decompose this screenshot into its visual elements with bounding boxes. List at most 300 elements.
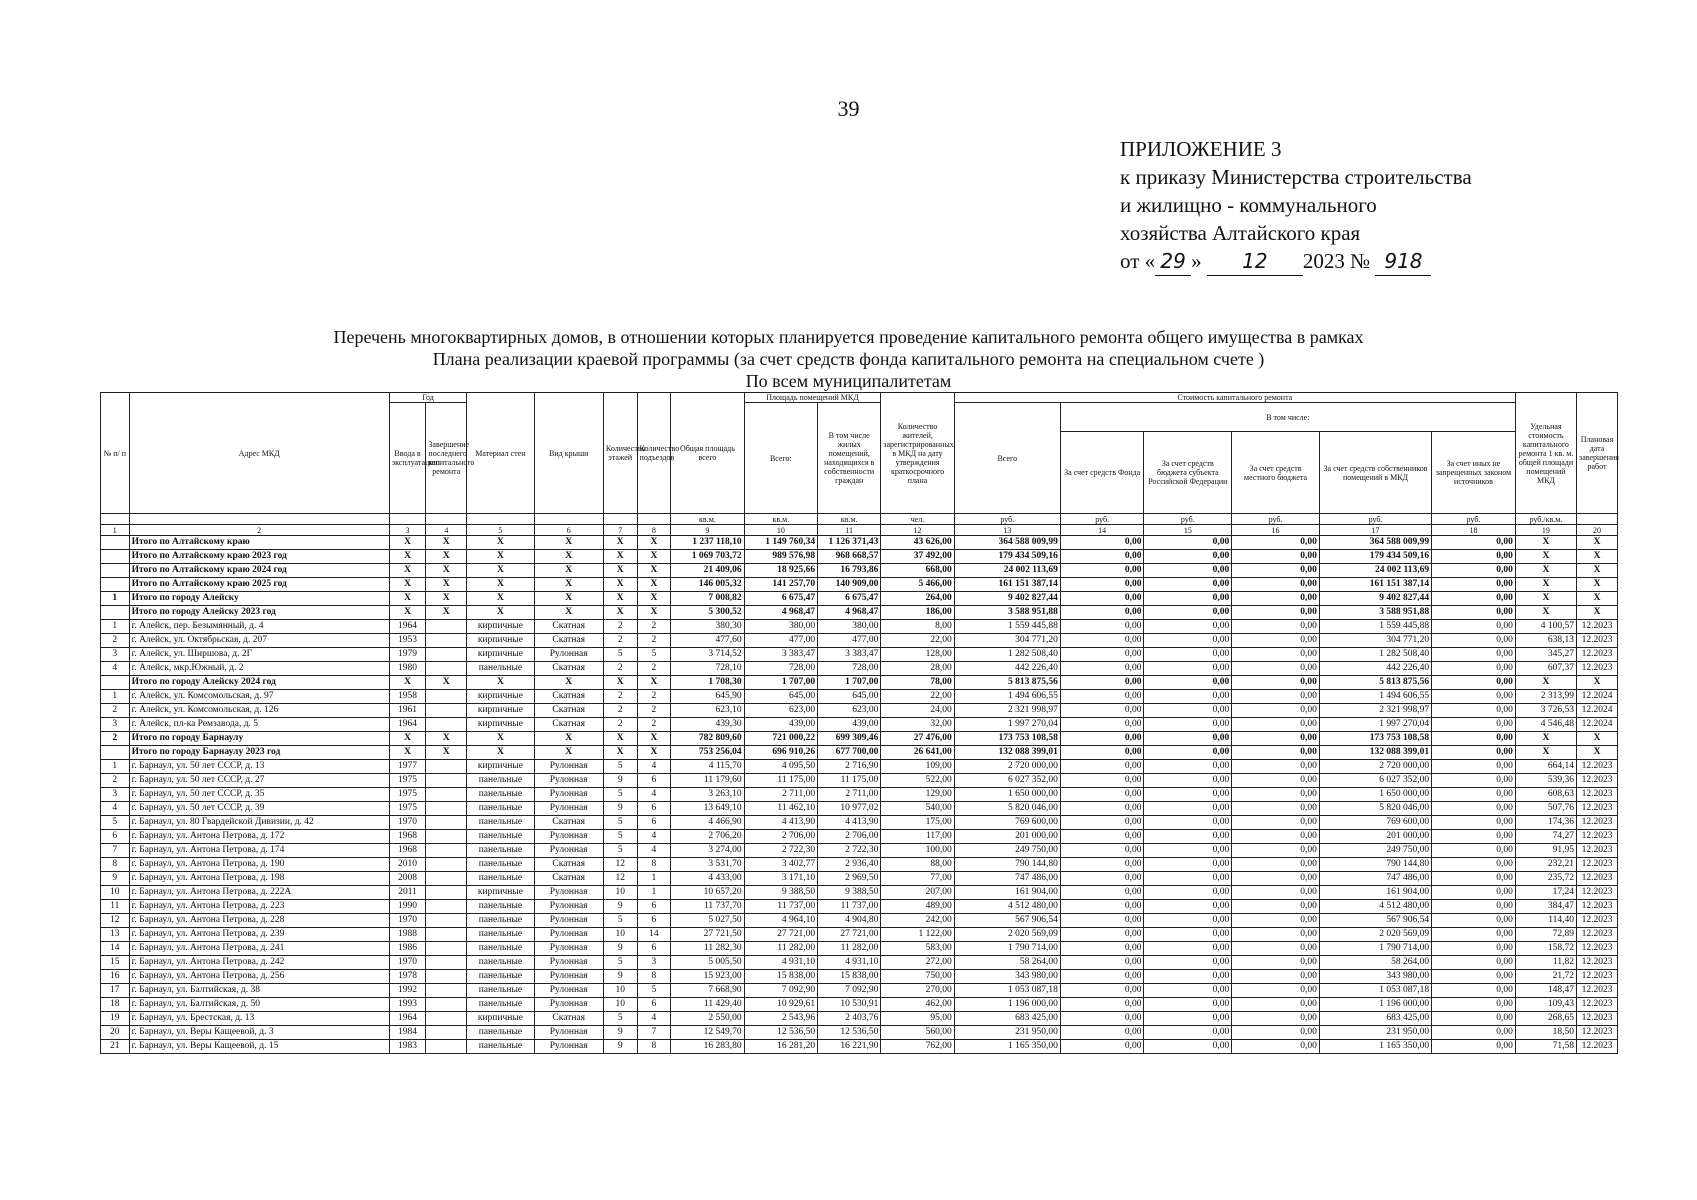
table-cell: 71,58 — [1515, 1040, 1576, 1054]
table-cell: 231 950,00 — [954, 1026, 1060, 1040]
table-cell: 174,36 — [1515, 816, 1576, 830]
unit-cell — [603, 514, 637, 525]
table-cell: 12.2024 — [1577, 690, 1618, 704]
table-cell: X — [426, 564, 467, 578]
table-cell: 0,00 — [1060, 620, 1144, 634]
table-cell: 235,72 — [1515, 872, 1576, 886]
table-cell: 696 910,26 — [744, 746, 817, 760]
header-cost-group: Стоимость капитального ремонта — [954, 393, 1515, 403]
appendix-line: хозяйства Алтайского края — [1120, 221, 1361, 245]
table-cell: кирпичные — [467, 886, 534, 900]
table-cell: 4 512 480,00 — [1319, 900, 1431, 914]
table-cell — [426, 844, 467, 858]
table-cell: 0,00 — [1232, 1012, 1320, 1026]
table-cell: 0,00 — [1060, 942, 1144, 956]
table-cell: 0,00 — [1060, 830, 1144, 844]
table-cell: 747 486,00 — [954, 872, 1060, 886]
table-cell: 231 950,00 — [1319, 1026, 1431, 1040]
table-cell: 12 549,70 — [671, 1026, 744, 1040]
table-cell: 645,00 — [744, 690, 817, 704]
table-cell: г. Барнаул, ул. Антона Петрова, д. 256 — [129, 970, 389, 984]
table-cell: 12.2023 — [1577, 1040, 1618, 1054]
table-cell — [426, 690, 467, 704]
table-cell: 7 092,90 — [744, 984, 817, 998]
table-cell: 0,00 — [1144, 956, 1232, 970]
table-cell: 9 — [603, 942, 637, 956]
table-row — [101, 802, 1618, 816]
column-number: 12 — [881, 525, 954, 536]
table-cell: 88,00 — [881, 858, 954, 872]
table-cell: 173 753 108,58 — [1319, 732, 1431, 746]
table-cell: г. Барнаул, ул. Антона Петрова, д. 242 — [129, 956, 389, 970]
table-cell: 1984 — [389, 1026, 426, 1040]
table-cell: 0,00 — [1432, 900, 1516, 914]
table-cell: 4 964,10 — [744, 914, 817, 928]
table-cell: X — [1515, 606, 1576, 620]
table-cell: 0,00 — [1232, 914, 1320, 928]
table-row — [101, 662, 1618, 676]
table-cell: 13 — [101, 928, 130, 942]
table-cell: 1983 — [389, 1040, 426, 1054]
table-cell: 1 559 445,88 — [954, 620, 1060, 634]
table-cell: Итого по Алтайскому краю — [129, 536, 389, 550]
table-cell: 146 005,32 — [671, 578, 744, 592]
table-cell: 24 002 113,69 — [954, 564, 1060, 578]
table-cell — [426, 956, 467, 970]
table-cell: 9 — [603, 970, 637, 984]
table-cell — [101, 550, 130, 564]
table-cell: 18 — [101, 998, 130, 1012]
unit-cell — [534, 514, 603, 525]
table-cell: 5 — [603, 830, 637, 844]
table-cell: Итого по городу Барнаулу — [129, 732, 389, 746]
table-cell: 0,00 — [1060, 886, 1144, 900]
header-area-all: Всего: — [744, 403, 817, 514]
table-cell: X — [426, 550, 467, 564]
table-cell: 968 668,57 — [818, 550, 881, 564]
table-row — [101, 844, 1618, 858]
table-cell: 0,00 — [1232, 956, 1320, 970]
table-cell: 0,00 — [1432, 788, 1516, 802]
column-number: 14 — [1060, 525, 1144, 536]
table-cell: X — [637, 732, 671, 746]
table-cell: 0,00 — [1060, 1012, 1144, 1026]
table-cell — [101, 564, 130, 578]
table-cell: 12.2023 — [1577, 830, 1618, 844]
table-cell: 0,00 — [1232, 620, 1320, 634]
table-cell: 2 — [603, 690, 637, 704]
table-cell: 20 — [101, 1026, 130, 1040]
table-cell: 1 707,00 — [818, 676, 881, 690]
header-total-area: Общая площадь всего — [671, 393, 744, 514]
table-cell: 4 466,90 — [671, 816, 744, 830]
table-cell: 7 — [637, 1026, 671, 1040]
table-cell: X — [389, 564, 426, 578]
table-cell: панельные — [467, 774, 534, 788]
table-cell: 782 809,60 — [671, 732, 744, 746]
table-cell — [426, 830, 467, 844]
table-cell — [426, 858, 467, 872]
table-cell: Итого по городу Барнаулу 2023 год — [129, 746, 389, 760]
table-cell: 3 383,47 — [818, 648, 881, 662]
table-cell: 201 000,00 — [1319, 830, 1431, 844]
table-cell: 11,82 — [1515, 956, 1576, 970]
table-cell: Скатная — [534, 704, 603, 718]
table-cell: X — [389, 746, 426, 760]
table-cell: X — [1515, 746, 1576, 760]
table-cell: кирпичные — [467, 634, 534, 648]
table-cell: 0,00 — [1232, 662, 1320, 676]
table-cell: 1 282 508,40 — [954, 648, 1060, 662]
table-cell: 1 196 000,00 — [1319, 998, 1431, 1012]
table-cell: 8 — [101, 858, 130, 872]
table-cell: 12.2023 — [1577, 886, 1618, 900]
table-cell: 0,00 — [1232, 1026, 1320, 1040]
table-cell: X — [467, 746, 534, 760]
table-cell: кирпичные — [467, 1012, 534, 1026]
table-cell: 0,00 — [1144, 564, 1232, 578]
table-cell: 769 600,00 — [954, 816, 1060, 830]
table-cell: 2 711,00 — [744, 788, 817, 802]
title-subline: По всем муниципалитетам — [745, 371, 952, 391]
table-cell: Рулонная — [534, 648, 603, 662]
table-cell: 1980 — [389, 662, 426, 676]
table-cell: 380,00 — [818, 620, 881, 634]
table-cell: 4 433,00 — [671, 872, 744, 886]
table-cell: 3 383,47 — [744, 648, 817, 662]
table-cell: 14 — [101, 942, 130, 956]
table-cell: 12.2023 — [1577, 634, 1618, 648]
table-cell: 0,00 — [1144, 1012, 1232, 1026]
table-cell: 0,00 — [1144, 1040, 1232, 1054]
table-cell: 5 — [603, 1012, 637, 1026]
table-cell: 10 929,61 — [744, 998, 817, 1012]
table-cell: 10 — [603, 984, 637, 998]
table-cell: 3 531,70 — [671, 858, 744, 872]
table-cell — [426, 886, 467, 900]
table-cell: г. Барнаул, ул. Антона Петрова, д. 172 — [129, 830, 389, 844]
table-cell: 3 274,00 — [671, 844, 744, 858]
table-cell: 380,00 — [744, 620, 817, 634]
table-cell: 0,00 — [1232, 536, 1320, 550]
table-cell: 0,00 — [1144, 984, 1232, 998]
table-cell: 12.2023 — [1577, 900, 1618, 914]
column-number: 6 — [534, 525, 603, 536]
table-cell: 0,00 — [1232, 928, 1320, 942]
table-cell: 0,00 — [1432, 718, 1516, 732]
column-number: 5 — [467, 525, 534, 536]
table-cell: 2 722,30 — [744, 844, 817, 858]
header-roof: Вид крыши — [534, 393, 603, 514]
table-cell: 12.2023 — [1577, 956, 1618, 970]
table-cell: 5 — [603, 648, 637, 662]
table-cell: X — [637, 564, 671, 578]
table-cell: 9 402 827,44 — [1319, 592, 1431, 606]
table-cell: X — [467, 564, 534, 578]
table-cell: X — [603, 536, 637, 550]
header-cost-other: За счет иных не запрещенных законом источников — [1432, 432, 1516, 514]
table-cell: X — [1577, 550, 1618, 564]
table-cell: 2 — [603, 634, 637, 648]
table-cell: 4 — [637, 844, 671, 858]
table-cell: г. Барнаул, ул. Веры Кащеевой, д. 15 — [129, 1040, 389, 1054]
table-cell: 1 — [637, 886, 671, 900]
table-cell: 762,00 — [881, 1040, 954, 1054]
table-cell: 0,00 — [1144, 718, 1232, 732]
table-cell: 6 675,47 — [818, 592, 881, 606]
table-cell: 0,00 — [1060, 844, 1144, 858]
table-cell: 0,00 — [1060, 914, 1144, 928]
table-cell: г. Алейск, мкр.Южный, д. 2 — [129, 662, 389, 676]
table-cell: 0,00 — [1232, 564, 1320, 578]
table-cell: X — [389, 732, 426, 746]
table-cell: 12.2023 — [1577, 858, 1618, 872]
table-cell: X — [1577, 564, 1618, 578]
order-day: 29 — [1155, 247, 1191, 276]
table-cell: 477,00 — [818, 634, 881, 648]
table-cell: X — [426, 746, 467, 760]
table-cell: 21,72 — [1515, 970, 1576, 984]
table-cell: 27 721,00 — [818, 928, 881, 942]
table-cell: 3 588 951,88 — [1319, 606, 1431, 620]
table-cell: 161 151 387,14 — [1319, 578, 1431, 592]
table-cell: 0,00 — [1232, 592, 1320, 606]
table-cell: 1970 — [389, 956, 426, 970]
table-cell — [426, 928, 467, 942]
table-cell: 58 264,00 — [954, 956, 1060, 970]
table-row — [101, 830, 1618, 844]
header-wall: Материал стен — [467, 393, 534, 514]
title-line: Перечень многоквартирных домов, в отношении которых планируется проведение капитального ремонта общего имущества в рамках — [333, 327, 1364, 347]
unit-rub: руб. — [1432, 514, 1516, 525]
table-cell — [426, 1012, 467, 1026]
table-cell: панельные — [467, 928, 534, 942]
table-cell: 12.2024 — [1577, 704, 1618, 718]
unit-cell — [129, 514, 389, 525]
table-cell: 3 402,77 — [744, 858, 817, 872]
header-year-start: Ввода в эксплуатацию — [389, 403, 426, 514]
table-cell: X — [1577, 536, 1618, 550]
table-cell: 2 — [637, 634, 671, 648]
total-row — [101, 606, 1618, 620]
table-cell: 114,40 — [1515, 914, 1576, 928]
table-cell: 0,00 — [1232, 606, 1320, 620]
table-cell: 173 753 108,58 — [954, 732, 1060, 746]
table-cell: 0,00 — [1144, 732, 1232, 746]
table-cell: 0,00 — [1144, 1026, 1232, 1040]
table-cell: Рулонная — [534, 886, 603, 900]
table-cell: 0,00 — [1432, 564, 1516, 578]
table-cell: 0,00 — [1060, 1040, 1144, 1054]
table-cell: 0,00 — [1232, 690, 1320, 704]
table-cell: 0,00 — [1060, 690, 1144, 704]
table-cell — [426, 942, 467, 956]
table-cell: 0,00 — [1232, 858, 1320, 872]
table-cell: 12.2023 — [1577, 620, 1618, 634]
table-cell: 1 997 270,04 — [954, 718, 1060, 732]
table-cell: 12.2023 — [1577, 788, 1618, 802]
table-cell: 6 675,47 — [744, 592, 817, 606]
table-cell: 380,30 — [671, 620, 744, 634]
table-cell: 11 179,60 — [671, 774, 744, 788]
appendix-block — [1120, 135, 1472, 276]
table-cell: 9 — [101, 872, 130, 886]
table-row — [101, 760, 1618, 774]
table-row — [101, 690, 1618, 704]
column-number: 3 — [389, 525, 426, 536]
table-cell: 6 — [637, 802, 671, 816]
table-cell: X — [534, 536, 603, 550]
table-cell: 6 — [637, 774, 671, 788]
table-cell: 129,00 — [881, 788, 954, 802]
table-cell: панельные — [467, 942, 534, 956]
table-cell: 18 925,66 — [744, 564, 817, 578]
table-cell: 0,00 — [1144, 844, 1232, 858]
table-cell: 22,00 — [881, 690, 954, 704]
table-cell: г. Алейск, пл-ка Ремзавода, д. 5 — [129, 718, 389, 732]
table-cell: 1970 — [389, 816, 426, 830]
table-cell: X — [389, 578, 426, 592]
repair-table — [100, 392, 1618, 1054]
table-cell: 0,00 — [1060, 802, 1144, 816]
header-floors: Количество этажей — [603, 393, 637, 514]
table-cell: 0,00 — [1232, 634, 1320, 648]
table-cell: 0,00 — [1432, 550, 1516, 564]
table-cell: Рулонная — [534, 760, 603, 774]
table-cell: 3 — [101, 648, 130, 662]
table-cell: 11 282,30 — [671, 942, 744, 956]
table-cell: 0,00 — [1060, 816, 1144, 830]
table-cell: 7 668,90 — [671, 984, 744, 998]
table-cell: 750,00 — [881, 970, 954, 984]
table-cell — [426, 718, 467, 732]
table-cell: 1 053 087,18 — [1319, 984, 1431, 998]
table-cell: 2 — [603, 662, 637, 676]
table-cell: 3 714,52 — [671, 648, 744, 662]
table-cell: X — [1577, 746, 1618, 760]
table-cell: 140 909,00 — [818, 578, 881, 592]
table-cell: 2 403,76 — [818, 1012, 881, 1026]
table-cell: 567 906,54 — [1319, 914, 1431, 928]
table-cell: 12 — [101, 914, 130, 928]
total-row — [101, 550, 1618, 564]
table-cell: 304 771,20 — [1319, 634, 1431, 648]
table-cell — [426, 634, 467, 648]
table-cell: Скатная — [534, 858, 603, 872]
column-number: 1 — [101, 525, 130, 536]
table-cell: 12 — [603, 858, 637, 872]
table-cell — [426, 816, 467, 830]
table-cell: 100,00 — [881, 844, 954, 858]
table-cell: 0,00 — [1144, 760, 1232, 774]
table-cell: панельные — [467, 914, 534, 928]
table-cell: 1 — [637, 872, 671, 886]
table-cell — [101, 578, 130, 592]
table-cell: 15 838,00 — [744, 970, 817, 984]
table-cell: панельные — [467, 900, 534, 914]
table-cell: 0,00 — [1144, 830, 1232, 844]
table-cell: 10 — [603, 928, 637, 942]
header-address: Адрес МКД — [129, 393, 389, 514]
table-cell: 0,00 — [1432, 746, 1516, 760]
table-cell: 345,27 — [1515, 648, 1576, 662]
table-cell: 1953 — [389, 634, 426, 648]
table-cell: 0,00 — [1060, 760, 1144, 774]
table-cell: Рулонная — [534, 942, 603, 956]
table-cell: X — [389, 536, 426, 550]
table-cell: 0,00 — [1232, 746, 1320, 760]
table-row — [101, 998, 1618, 1012]
table-cell — [426, 1026, 467, 1040]
table-cell: 27 476,00 — [881, 732, 954, 746]
table-cell: кирпичные — [467, 704, 534, 718]
date-mid: » — [1191, 249, 1202, 273]
appendix-line: к приказу Министерства строительства — [1120, 165, 1472, 189]
table-cell: Рулонная — [534, 928, 603, 942]
header-cost-local: За счет средств местного бюджета — [1232, 432, 1320, 514]
table-cell: X — [1577, 592, 1618, 606]
table-cell: 0,00 — [1432, 956, 1516, 970]
table-cell: 1 650 000,00 — [954, 788, 1060, 802]
table-cell: X — [389, 592, 426, 606]
table-cell: 5 — [603, 816, 637, 830]
table-cell: 242,00 — [881, 914, 954, 928]
table-cell: X — [426, 676, 467, 690]
table-cell: 132 088 399,01 — [954, 746, 1060, 760]
table-cell: 0,00 — [1432, 1012, 1516, 1026]
table-cell: 2 321 998,97 — [1319, 704, 1431, 718]
table-cell: 11 175,00 — [744, 774, 817, 788]
table-cell: 1 165 350,00 — [954, 1040, 1060, 1054]
table-cell: кирпичные — [467, 718, 534, 732]
table-cell: 1 282 508,40 — [1319, 648, 1431, 662]
table-cell: 6 027 352,00 — [1319, 774, 1431, 788]
column-number: 11 — [818, 525, 881, 536]
table-cell: 753 256,04 — [671, 746, 744, 760]
table-row — [101, 914, 1618, 928]
table-cell: 12.2023 — [1577, 662, 1618, 676]
table-cell: 132 088 399,01 — [1319, 746, 1431, 760]
column-number: 8 — [637, 525, 671, 536]
table-cell: 0,00 — [1144, 900, 1232, 914]
table-cell: 0,00 — [1232, 578, 1320, 592]
table-cell: 2 — [637, 704, 671, 718]
table-row — [101, 970, 1618, 984]
unit-sqm: кв.м. — [744, 514, 817, 525]
table-row — [101, 942, 1618, 956]
table-cell: 790 144,80 — [1319, 858, 1431, 872]
table-cell: X — [1515, 564, 1576, 578]
table-cell: 0,00 — [1432, 872, 1516, 886]
table-cell — [101, 676, 130, 690]
table-cell: 9 — [603, 774, 637, 788]
table-cell: 249 750,00 — [1319, 844, 1431, 858]
table-cell: 109,00 — [881, 760, 954, 774]
table-cell: 16 281,20 — [744, 1040, 817, 1054]
table-cell: 158,72 — [1515, 942, 1576, 956]
table-cell: 24,00 — [881, 704, 954, 718]
table-cell: 91,95 — [1515, 844, 1576, 858]
table-cell: г. Барнаул, ул. Антона Петрова, д. 239 — [129, 928, 389, 942]
table-cell: X — [1515, 578, 1576, 592]
total-row — [101, 732, 1618, 746]
table-cell: 0,00 — [1232, 550, 1320, 564]
table-row — [101, 872, 1618, 886]
table-cell: 12.2023 — [1577, 970, 1618, 984]
column-number: 10 — [744, 525, 817, 536]
total-row — [101, 564, 1618, 578]
total-row — [101, 592, 1618, 606]
